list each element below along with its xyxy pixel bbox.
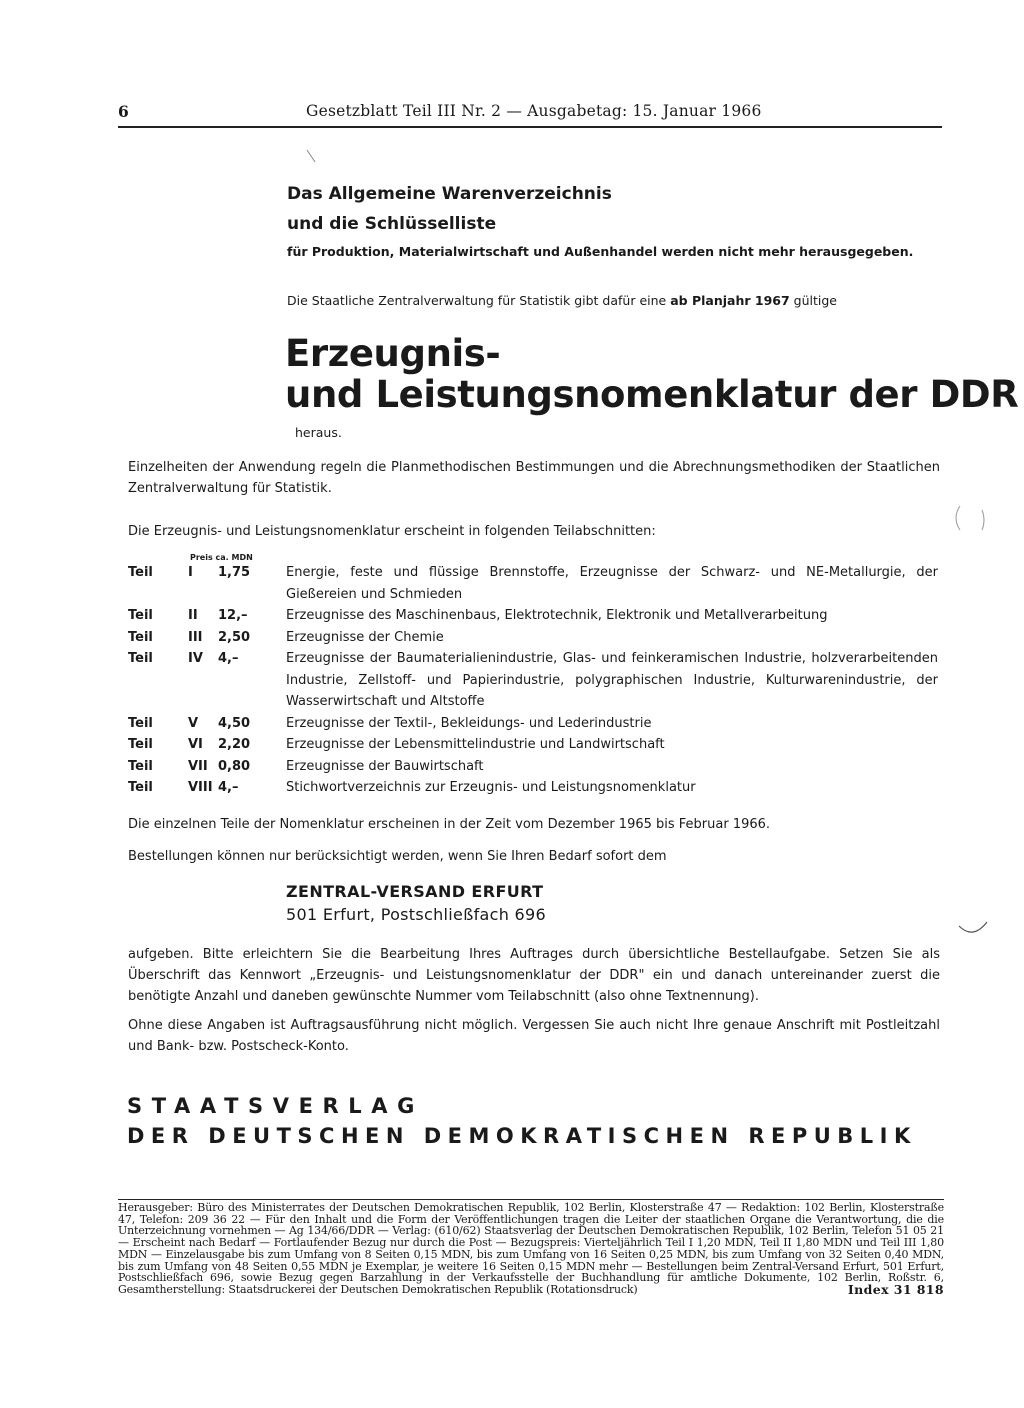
paragraph-aufgeben: aufgeben. Bitte erleichtern Sie die Bearbeitung Ihres Auftrages durch übersichtliche Bestellaufgabe. Setzen Sie als Überschrift das Kennwort „Erzeugnis- und Leistungsnomenklatur der DDR" ein und danach untereinander zuerst die benötigte Anzahl und daneben gewünschte Nummer vom Teilabschnitt (also ohne Textnennung). (128, 947, 940, 1004)
table-row (128, 756, 940, 778)
row-price: 4,– (218, 651, 239, 666)
imprint (118, 1202, 944, 1296)
price-column-header: Preis ca. MDN (190, 553, 253, 562)
scan-mark-bracket (950, 500, 990, 540)
table-row (128, 562, 940, 605)
row-description: Stichwortverzeichnis zur Erzeugnis- und Leistungsnomenklatur (286, 780, 696, 795)
row-price: 2,50 (218, 629, 251, 645)
row-roman: II (188, 608, 198, 623)
row-description: Erzeugnisse des Maschinenbaus, Elektrotechnik, Elektronik und Metallverarbeitung (286, 608, 828, 623)
table-row (128, 605, 940, 627)
row-price: 2,20 (218, 737, 251, 752)
imprint-rule (118, 1199, 944, 1200)
publisher-line-2: DER DEUTSCHEN DEMOKRATISCHEN REPUBLIK (127, 1124, 917, 1148)
row-roman: VII (188, 758, 208, 774)
row-part: Teil (128, 651, 153, 666)
table-row (128, 627, 940, 649)
headline-line-2: und Leistungsnomenklatur der DDR (285, 373, 1019, 416)
table-row (128, 713, 940, 735)
row-price: 4,50 (218, 715, 251, 731)
row-part: Teil (128, 629, 153, 645)
publisher-line-1: STAATSVERLAG (127, 1094, 424, 1118)
intro-line-4-b: ab Planjahr 1967 (670, 293, 790, 308)
row-description: Erzeugnisse der Bauwirtschaft (286, 758, 484, 774)
intro-line-4-a: Die Staatliche Zentralverwaltung für Statistik gibt dafür eine (287, 293, 667, 308)
scan-mark-tick (305, 148, 319, 166)
row-roman: VI (188, 737, 203, 752)
row-roman: III (188, 629, 203, 645)
row-price: 12,– (218, 608, 248, 623)
table-row (128, 734, 940, 756)
versand-name: ZENTRAL-VERSAND ERFURT (286, 882, 544, 901)
row-description: Erzeugnisse der Lebensmittelindustrie und Landwirtschaft (286, 737, 665, 752)
teil-table (128, 562, 940, 799)
row-part: Teil (128, 565, 153, 580)
row-description: Erzeugnisse der Chemie (286, 629, 444, 645)
row-description: Erzeugnisse der Textil-, Bekleidungs- und Lederindustrie (286, 715, 652, 731)
row-roman: I (188, 565, 193, 580)
intro-line-3: für Produktion, Materialwirtschaft und Außenhandel werden nicht mehr herausgegeben. (287, 244, 914, 259)
intro-line-4-c: gültige (793, 293, 838, 308)
page-number: 6 (118, 102, 129, 121)
headline-line-1: Erzeugnis- (285, 332, 501, 375)
paragraph-angaben: Ohne diese Angaben ist Auftragsausführung nicht möglich. Vergessen Sie auch nicht Ihre genaue Anschrift mit Postleitzahl und Bank- bzw. Postscheck-Konto. (128, 1018, 940, 1054)
page-header (118, 100, 944, 126)
versand-address: 501 Erfurt, Postschließfach 696 (286, 905, 546, 924)
paragraph-teilabschnitte: Die Erzeugnis- und Leistungsnomenklatur erscheint in folgenden Teilabschnitten: (128, 524, 656, 539)
intro-line-1: Das Allgemeine Warenverzeichnis (287, 184, 612, 204)
row-part: Teil (128, 758, 153, 774)
header-rule (118, 126, 942, 128)
row-part: Teil (128, 715, 153, 731)
paragraph-bestellungen: Bestellungen können nur berücksichtigt werden, wenn Sie Ihren Bedarf sofort dem (128, 849, 667, 864)
paragraph-anwendung: Einzelheiten der Anwendung regeln die Planmethodischen Bestimmungen und die Abrechnungsmethodiken der Staatlichen Zentralverwaltung für Statistik. (128, 460, 940, 496)
row-price: 0,80 (218, 758, 251, 774)
header-title: Gesetzblatt Teil III Nr. 2 — Ausgabetag: 15. Januar 1966 (306, 102, 762, 120)
intro-line-4 (287, 293, 837, 308)
headline-suffix: heraus. (295, 425, 342, 440)
row-roman: V (188, 715, 199, 731)
row-roman: VIII (188, 780, 213, 795)
imprint-text: Herausgeber: Büro des Ministerrates der Deutschen Demokratischen Republik, 102 Berlin, Klosterstraße 47 — Redaktion: 102 Berlin, Klosterstraße 47, Telefon: 209 36 22 — Für den Inhalt und die Form der Veröffentlichungen tragen die Leiter der staatlichen Organe die Verantwortung, die die Unterzeichnung vornehmen — Ag 134/66/DDR — Verlag: (610/62) Staatsverlag der Deutschen Demokratischen Republik, 102 Berlin, Telefon 51 05 21 — Erscheint nach Bedarf — Fortlaufender Bezug nur durch die Post — Bezugspreis: Vierteljährlich Teil I 1,20 MDN, Teil II 1,80 MDN und Teil III 1,80 MDN — Einzelausgabe bis zum Umfang von 8 Seiten 0,15 MDN, bis zum Umfang von 16 Seiten 0,25 MDN, bis zum Umfang von 32 Seiten 0,40 MDN, bis zum Umfang von 48 Seiten 0,55 MDN je Exemplar, je weitere 16 Seiten 0,15 MDN mehr — Bestellungen beim Zentral-Versand Erfurt, 501 Erfurt, Postschließfach 696, sowie Bezug gegen Barzahlung in der Verkaufsstelle der Buchhandlung für amtliche Dokumente, 102 Berlin, Roßstr. 6, Gesamtherstellung: Staatsdruckerei der Deutschen Demokratischen Republik (Rotationsdruck) (118, 1201, 944, 1296)
index-number: Index 31 818 (847, 1281, 944, 1297)
intro-line-2: und die Schlüsselliste (287, 214, 497, 234)
row-price: 4,– (218, 780, 239, 795)
row-description: Energie, feste und flüssige Brennstoffe, Erzeugnisse der Schwarz- und NE-Metallurgie, der Gießereien und Schmieden (286, 565, 938, 602)
row-price: 1,75 (218, 565, 251, 580)
paragraph-erscheinungszeit: Die einzelnen Teile der Nomenklatur erscheinen in der Zeit vom Dezember 1965 bis Februar 1966. (128, 817, 771, 832)
row-roman: IV (188, 651, 203, 666)
scan-mark-curve (955, 918, 991, 940)
row-part: Teil (128, 608, 153, 623)
table-row (128, 777, 940, 799)
row-part: Teil (128, 780, 153, 795)
row-part: Teil (128, 737, 153, 752)
row-description: Erzeugnisse der Baumaterialienindustrie, Glas- und feinkeramischen Industrie, holzverarbeitenden Industrie, Zellstoff- und Papierindustrie, polygraphischen Industrie, Kulturwarenindustrie, der Wasserwirtschaft und Altstoffe (286, 651, 938, 709)
table-row (128, 648, 940, 713)
